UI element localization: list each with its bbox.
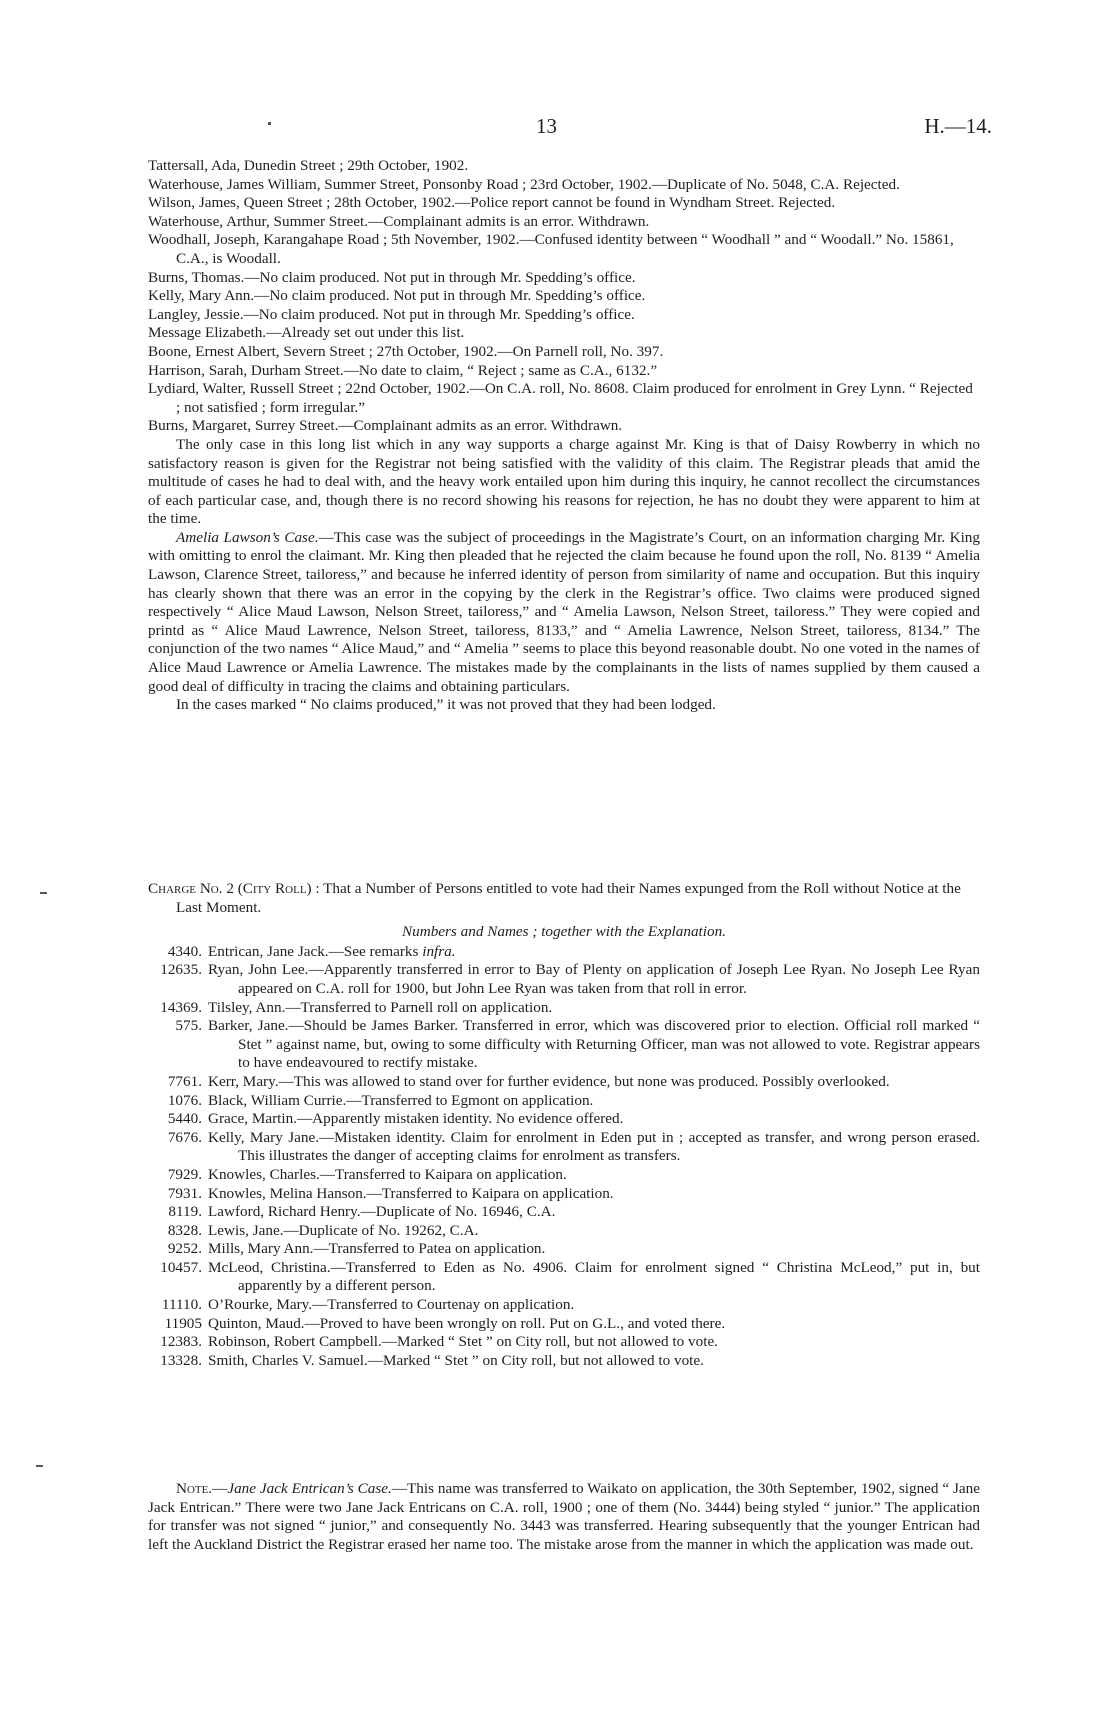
- entry-text-main: Lewis, Jane.—Duplicate of No. 19262, C.A.: [208, 1221, 479, 1239]
- entry-text-main: Ryan, John Lee.—Apparently transferred in error to Bay of Plenty on application of Joseph Lee Ryan. No Joseph Lee Ryan appeared on C.A. roll for 1900, but John Lee Ryan was taken from that roll in error.: [208, 961, 980, 997]
- table-row: [148, 1185, 980, 1204]
- page-number: 13: [536, 114, 557, 138]
- note-label: Note.—: [176, 1480, 228, 1497]
- list-item: Burns, Thomas.—No claim produced. Not put in through Mr. Spedding’s office.: [148, 268, 636, 286]
- table-row: [148, 1333, 980, 1352]
- no-claims-paragraph: In the cases marked “ No claims produced,” it was not proved that they had been lodged.: [176, 696, 716, 714]
- charge-heading: [148, 880, 980, 917]
- entry-number: 8328.: [167, 1221, 202, 1239]
- entry-number: 1076.: [167, 1091, 202, 1109]
- entry-text-main: McLeod, Christina.—Transferred to Eden as No. 4906. Claim for enrolment signed “ Christina McLeod,” put in, but apparently by a different person.: [208, 1258, 980, 1295]
- entry-number: 12383.: [160, 1333, 202, 1351]
- entry-text: [208, 1296, 980, 1315]
- entry-text-main: Kerr, Mary.—This was allowed to stand over for further evidence, but none was produced. Possibly overlooked.: [208, 1072, 890, 1090]
- entry-text-main: Entrican, Jane Jack.—See remarks: [208, 942, 423, 960]
- entry-number: 7676.: [167, 1128, 202, 1146]
- entry-text-main: Quinton, Maud.—Proved to have been wrongly on roll. Put on G.L., and voted there.: [208, 1314, 726, 1332]
- list-item: Lydiard, Walter, Russell Street ; 22nd October, 1902.—On C.A. roll, No. 8608. Claim produced for enrolment in Grey Lynn. “ Rejected ; not satisfied ; form irregular.”: [148, 380, 973, 416]
- entry-text: [208, 999, 980, 1018]
- table-row: [148, 1092, 980, 1111]
- entry-number: 11110.: [161, 1296, 202, 1314]
- entry-text-main: Smith, Charles V. Samuel.—Marked “ Stet ” on City roll, but not allowed to vote.: [208, 1351, 704, 1369]
- entry-number: 9252.: [167, 1240, 202, 1258]
- entry-text: [208, 1203, 980, 1222]
- entry-text: [208, 1185, 980, 1204]
- list-item: Langley, Jessie.—No claim produced. Not put in through Mr. Spedding’s office.: [148, 305, 635, 323]
- entry-text: [208, 1333, 980, 1352]
- table-row: [148, 1110, 980, 1129]
- entry-text-main: Tilsley, Ann.—Transferred to Parnell roll on application.: [208, 998, 553, 1016]
- entry-number: 7931.: [167, 1184, 202, 1202]
- entry-number: 8119.: [168, 1203, 202, 1221]
- table-row: [148, 1166, 980, 1185]
- amelia-case-label: Amelia Lawson’s Case.: [176, 528, 319, 546]
- entry-text: [208, 943, 980, 962]
- entry-text: [208, 1017, 980, 1073]
- margin-mark: [40, 892, 47, 894]
- amelia-lawson-paragraph: Amelia Lawson’s Case.—This case was the subject of proceedings in the Magistrate’s Court, on an information charging Mr. King with omitting to enrol the claimant. Mr. King then pleaded that he rejected the claim because he found upon the roll, No. 8139 “ Amelia Lawson, Clarence Street, tailoress,” and because he inferred identity of person from similarity of name and occupation. But this inquiry has clearly shown that there was an error in the copying by the clerk in the Registrar’s office. Two claims were produced signed respectively “ Alice Maud Lawson, Nelson Street, tailoress,” and “ Amelia Lawson, Nelson Street, tailoress.” They were copied and printd as “ Alice Maud Lawrence, Nelson Street, tailoress, 8133,” and “ Amelia Lawrence, Nelson Street, tailoress, 8134.” The conjunction of the two names “ Alice Maud,” and “ Amelia ” seems to place this beyond reasonable doubt. No one voted in the names of Alice Maud Lawrence or Amelia Lawrence. The mistakes made by the complainants in the lists of names supplied by them caused a good deal of difficulty in tracing the claims and obtaining particulars.: [148, 528, 980, 695]
- table-row: [148, 943, 980, 962]
- entry-number: 12635.: [160, 961, 202, 979]
- table-row: [148, 1315, 980, 1334]
- table-row: [148, 1296, 980, 1315]
- list-item: Boone, Ernest Albert, Severn Street ; 27th October, 1902.—On Parnell roll, No. 397.: [148, 342, 664, 360]
- entry-number: 4340.: [167, 942, 202, 960]
- note-paragraph: [148, 1480, 980, 1554]
- entry-text: [208, 1092, 980, 1111]
- table-row: [148, 1073, 980, 1092]
- entry-text-main: Grace, Martin.—Apparently mistaken identity. No evidence offered.: [208, 1110, 624, 1128]
- entry-text: [208, 1110, 980, 1129]
- list-item: Waterhouse, Arthur, Summer Street.—Complainant admits is an error. Withdrawn.: [148, 212, 650, 230]
- list-item: Woodhall, Joseph, Karangahape Road ; 5th November, 1902.—Confused identity between “ Woodhall ” and “ Woodall.” No. 15861, C.A., is Woodall.: [148, 231, 954, 267]
- entry-text-main: Knowles, Charles.—Transferred to Kaipara on application.: [208, 1165, 567, 1183]
- table-row: [148, 1240, 980, 1259]
- rejected-claims-list: [148, 157, 980, 715]
- entry-text: [208, 1166, 980, 1185]
- entry-text-main: Knowles, Melina Hanson.—Transferred to Kaipara on application.: [208, 1184, 614, 1202]
- table-row: [148, 1203, 980, 1222]
- entry-text: [208, 1315, 980, 1334]
- entry-number: 13328.: [160, 1351, 202, 1369]
- charge-label: Charge No. 2 (City Roll) :: [148, 880, 320, 897]
- entry-number: 5440.: [167, 1110, 202, 1128]
- scan-speck: [268, 122, 271, 125]
- amelia-case-text: This case was the subject of proceedings in the Magistrate’s Court, on an information charging Mr. King with omitting to enrol the claimant. Mr. King then pleaded that he rejected the claim because he found upon the roll, No. 8139 “ Amelia Lawson, Clarence Street, tailoress,” and because he inferred identity of person from similarity of name and occupation. But this inquiry has clearly shown that there was an error in the copying by the clerk in the Registrar’s office. Two claims were produced signed respectively “ Alice Maud Lawson, Nelson Street, tailoress,” and “ Amelia Lawson, Nelson Street, tailoress.” They were copied and printd as “ Alice Maud Lawrence, Nelson Street, tailoress, 8133,” and “ Amelia Lawrence, Nelson Street, tailoress, 8134.” The conjunction of the two names “ Alice Maud,” and “ Amelia ” seems to place this beyond reasonable doubt. No one voted in the names of Alice Maud Lawrence or Amelia Lawrence. The mistakes made by the complainants in the lists of names supplied by them caused a good deal of difficulty in tracing the claims and obtaining particulars.: [148, 528, 980, 695]
- entry-number: 10457.: [160, 1258, 202, 1276]
- table-row: [148, 961, 980, 998]
- list-item: Kelly, Mary Ann.—No claim produced. Not put in through Mr. Spedding’s office.: [148, 287, 646, 305]
- entry-number: 7761.: [167, 1072, 202, 1090]
- entry-number: 11905: [164, 1314, 202, 1332]
- table-row: [148, 1259, 980, 1296]
- table-row: [148, 1352, 980, 1371]
- entry-number: 575.: [175, 1017, 202, 1035]
- entry-number: 7929.: [167, 1165, 202, 1183]
- entry-text-main: Lawford, Richard Henry.—Duplicate of No. 16946, C.A.: [208, 1203, 556, 1221]
- entry-text: [208, 1222, 980, 1241]
- table-row: [148, 1129, 980, 1166]
- table-row: [148, 1222, 980, 1241]
- entry-text-italic: infra.: [422, 942, 456, 960]
- note-title: Jane Jack Entrican’s Case.: [227, 1480, 392, 1497]
- document-code: H.—14.: [924, 114, 992, 138]
- entry-text-main: Black, William Currie.—Transferred to Egmont on application.: [208, 1091, 594, 1109]
- entry-text-main: Mills, Mary Ann.—Transferred to Patea on application.: [208, 1240, 546, 1258]
- list-item: Harrison, Sarah, Durham Street.—No date to claim, “ Reject ; same as C.A., 6132.”: [148, 361, 658, 379]
- entry-text-main: Robinson, Robert Campbell.—Marked “ Stet ” on City roll, but not allowed to vote.: [208, 1333, 718, 1351]
- entry-text-main: O’Rourke, Mary.—Transferred to Courtenay on application.: [208, 1296, 575, 1314]
- charge-text: That a Number of Persons entitled to vote had their Names expunged from the Roll without Notice at the Last Moment.: [176, 880, 961, 916]
- list-item: Burns, Margaret, Surrey Street.—Complainant admits as an error. Withdrawn.: [148, 417, 623, 435]
- list-item: Message Elizabeth.—Already set out under this list.: [148, 324, 465, 342]
- entrican-note: [148, 1480, 980, 1554]
- list-item: Waterhouse, James William, Summer Street, Ponsonby Road ; 23rd October, 1902.—Duplicate of No. 5048, C.A. Rejected.: [148, 175, 900, 193]
- entry-number: 14369.: [160, 998, 202, 1016]
- charge-two-section: [148, 880, 980, 1370]
- numbered-list: [148, 943, 980, 1371]
- table-row: [148, 999, 980, 1018]
- entry-text: [208, 961, 980, 998]
- margin-mark: [36, 1465, 43, 1467]
- entry-text: [208, 1240, 980, 1259]
- entry-text-main: Barker, Jane.—Should be James Barker. Transferred in error, which was discovered prior to election. Official roll marked “ Stet ” against name, but, owing to some difficulty with Returning Officer, man was not allowed to vote. Registrar appears to have endeavoured to rectify mistake.: [208, 1017, 980, 1072]
- entry-text: [208, 1129, 980, 1166]
- note-text: —This name was transferred to Waikato on application, the 30th September, 1902, signed “ Jane Jack Entrican.” There were two Jane Jack Entricans on C.A. roll, 1900 ; one of them (No. 3444) being styled “ junior.” The application for transfer was not signed “ junior,” and consequently No. 3443 was transferred. Hearing subsequently that the younger Entrican had left the Auckland District the Registrar erased her name too. The mistake arose from the manner in which the application was made out.: [148, 1480, 980, 1553]
- entry-text: [208, 1073, 980, 1092]
- rowberry-paragraph: The only case in this long list which in any way supports a charge against Mr. King is that of Daisy Rowberry in which no satisfactory reason is given for the Registrar not being satisfied with the validity of this claim. The Registrar pleads that amid the multitude of cases he had to deal with, and the heavy work entailed upon him during this inquiry, he cannot recollect the circumstances of each particular case, and, though there is no record showing his reasons for rejection, he has no doubt they were apparent to him at the time.: [148, 435, 980, 528]
- charge-subheading: Numbers and Names ; together with the Explanation.: [402, 923, 726, 941]
- list-item: Wilson, James, Queen Street ; 28th October, 1902.—Police report cannot be found in Wyndham Street. Rejected.: [148, 194, 836, 212]
- table-row: [148, 1017, 980, 1073]
- entry-text-main: Kelly, Mary Jane.—Mistaken identity. Claim for enrolment in Eden put in ; accepted as transfer, and wrong person erased. This illustrates the danger of accepting claims for enrolment as transfers.: [208, 1128, 980, 1165]
- list-item: Tattersall, Ada, Dunedin Street ; 29th October, 1902.: [148, 157, 469, 174]
- entry-text: [208, 1259, 980, 1296]
- entry-text: [208, 1352, 980, 1371]
